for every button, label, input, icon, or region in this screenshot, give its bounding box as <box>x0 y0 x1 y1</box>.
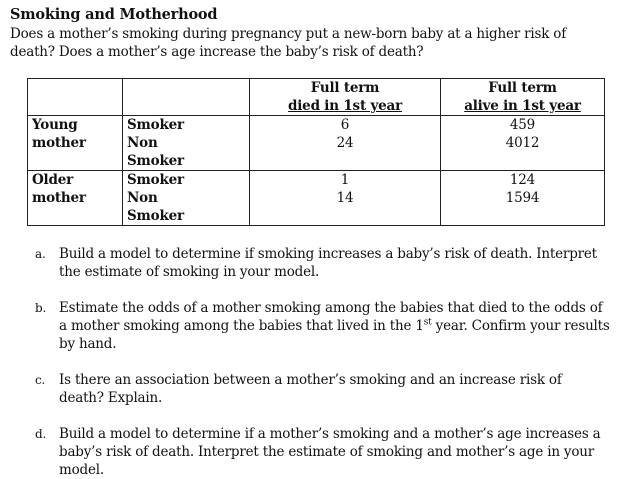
non-smoker-label: Non <box>127 190 158 206</box>
count-value: 24 <box>336 135 354 151</box>
group-label-line: Older <box>32 172 74 188</box>
empty-corner-cell <box>123 79 250 116</box>
intro-paragraph: Does a mother’s smoking during pregnancy put a new-born baby at a higher risk of death? Does a mother’s age increase the baby’s risk of death? <box>10 26 566 60</box>
question-text: Build a model to determine if smoking increases a baby’s risk of death. Interpret the estimate of smoking in your model. <box>59 246 597 280</box>
alive-count-cell <box>441 171 605 226</box>
smoking-status-cell <box>123 116 250 171</box>
died-count-cell <box>250 171 441 226</box>
column-header-line: Full term <box>310 80 380 96</box>
column-header-line: alive in 1st year <box>464 98 581 114</box>
question-letter: c. <box>35 373 46 387</box>
question-letter: b. <box>35 301 47 315</box>
column-header-died <box>250 79 441 116</box>
count-value: 459 <box>509 117 536 133</box>
count-value: 1 <box>340 172 350 188</box>
question-letter: a. <box>35 247 46 261</box>
group-label-line: Young <box>32 117 78 133</box>
ordinal-suffix: st <box>423 317 432 328</box>
group-label-line: mother <box>32 190 86 206</box>
question-c <box>35 371 610 407</box>
group-label-young <box>28 116 123 171</box>
count-value: 4012 <box>505 135 540 151</box>
document-title: Smoking and Motherhood <box>10 6 218 23</box>
column-header-alive <box>441 79 605 116</box>
alive-count-cell <box>441 116 605 171</box>
count-value: 6 <box>340 117 350 133</box>
table-header-row <box>28 79 605 116</box>
question-text-part: Estimate the odds of a mother smoking among the babies that died to the odds of a mother smoking among the babies that lived in the 1 <box>59 300 603 334</box>
non-smoker-label: Non <box>127 135 158 151</box>
column-header-line: died in 1st year <box>288 98 402 114</box>
question-d <box>35 425 610 479</box>
question-letter: d. <box>35 427 47 441</box>
count-value: 1594 <box>505 190 540 206</box>
died-count-cell <box>250 116 441 171</box>
table-row-older-mother <box>28 171 605 226</box>
smoker-label: Smoker <box>127 117 184 133</box>
question-a <box>35 245 610 281</box>
non-smoker-label: Smoker <box>127 208 184 224</box>
question-text <box>59 299 610 353</box>
question-text: Build a model to determine if a mother’s smoking and a mother’s age increases a baby’s risk of death. Interpret the estimate of smoking and mother’s age in your model. <box>59 426 601 478</box>
group-label-line: mother <box>32 135 86 151</box>
question-text: Is there an association between a mother’s smoking and an increase risk of death? Explain. <box>59 372 562 406</box>
group-label-older <box>28 171 123 226</box>
empty-corner-cell <box>28 79 123 116</box>
data-table <box>27 78 605 226</box>
question-list <box>35 245 610 479</box>
non-smoker-label: Smoker <box>127 153 184 169</box>
count-value: 124 <box>509 172 536 188</box>
count-value: 14 <box>336 190 354 206</box>
smoking-status-cell <box>123 171 250 226</box>
table-row-young-mother <box>28 116 605 171</box>
smoker-label: Smoker <box>127 172 184 188</box>
question-b <box>35 299 610 353</box>
question-text-part: year. Confirm your results by hand. <box>59 318 610 352</box>
column-header-line: Full term <box>488 80 557 96</box>
